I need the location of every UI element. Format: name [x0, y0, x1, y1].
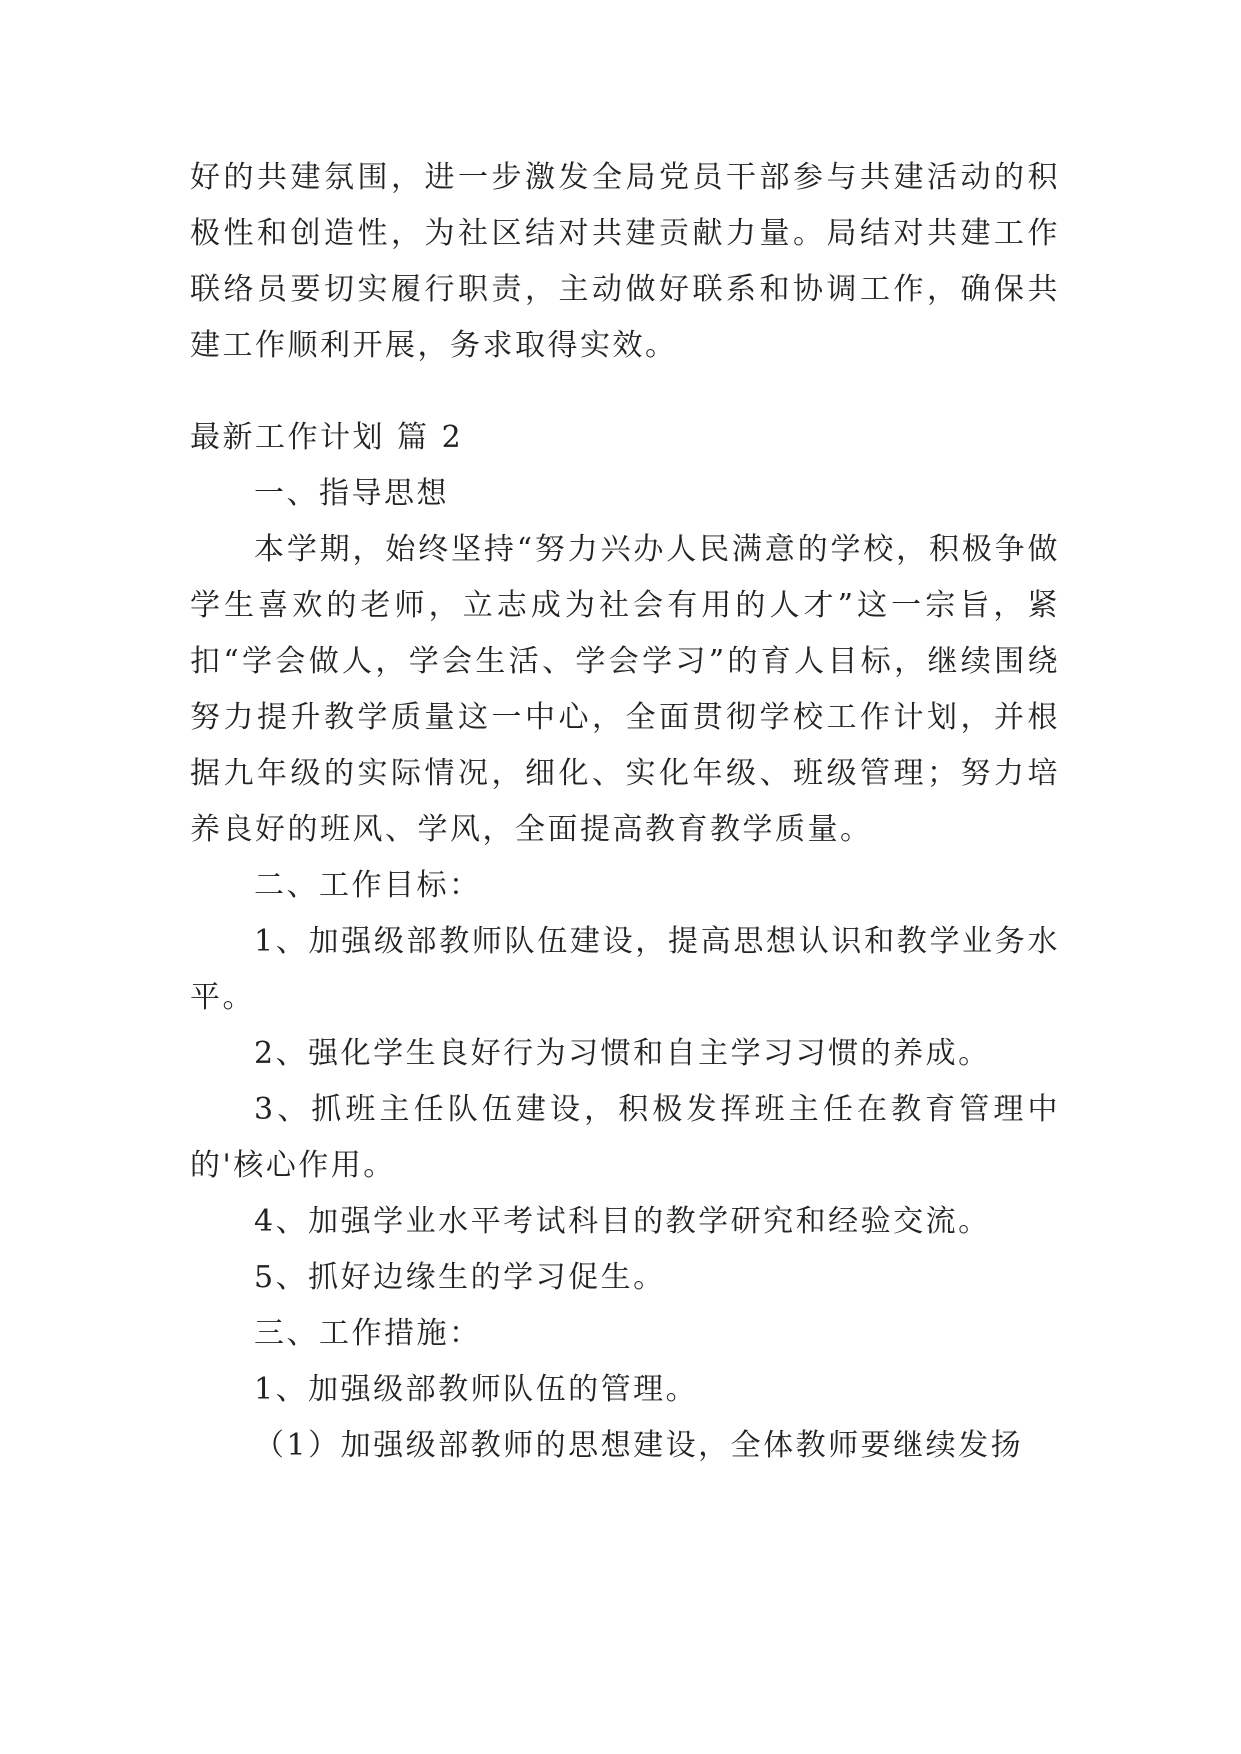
- goal-item-5: 5、抓好边缘生的学习促生。: [254, 1260, 666, 1295]
- goal-item-4: 4、加强学业水平考试科目的教学研究和经验交流。: [254, 1204, 991, 1239]
- guiding-heading: 一、指导思想: [254, 476, 449, 511]
- guiding-paragraph: 本学期，始终坚持“努力兴办人民满意的学校，积极争做学生喜欢的老师，立志成为社会有用的人才”这一宗旨，紧扣“学会做人，学会生活、学会学习”的育人目标，继续围绕努力提升教学质量这一中心，全面贯彻学校工作计划，并根据九年级的实际情况，细化、实化年级、班级管理；努力培养良好的班风、学风，全面提高教育教学质量。: [190, 532, 1060, 847]
- measure-item-1: 1、加强级部教师队伍的管理。: [254, 1372, 699, 1407]
- section-title: 最新工作计划 篇 2: [190, 420, 464, 455]
- goal-item-1: 1、加强级部教师队伍建设，提高思想认识和教学业务水平。: [190, 924, 1060, 1015]
- measure-subitem-1: （1）加强级部教师的思想建设，全体教师要继续发扬: [254, 1428, 1024, 1463]
- continuation-paragraph: 好的共建氛围，进一步激发全局党员干部参与共建活动的积极性和创造性，为社区结对共建贡献力量。局结对共建工作联络员要切实履行职责，主动做好联系和协调工作，确保共建工作顺利开展，务求取得实效。: [190, 160, 1060, 363]
- goals-heading: 二、工作目标：: [254, 868, 482, 903]
- measures-heading: 三、工作措施：: [254, 1316, 482, 1351]
- goal-item-3: 3、抓班主任队伍建设，积极发挥班主任在教育管理中的'核心作用。: [190, 1092, 1060, 1183]
- document-page: [190, 150, 1060, 1474]
- goal-item-2: 2、强化学生良好行为习惯和自主学习习惯的养成。: [254, 1036, 991, 1071]
